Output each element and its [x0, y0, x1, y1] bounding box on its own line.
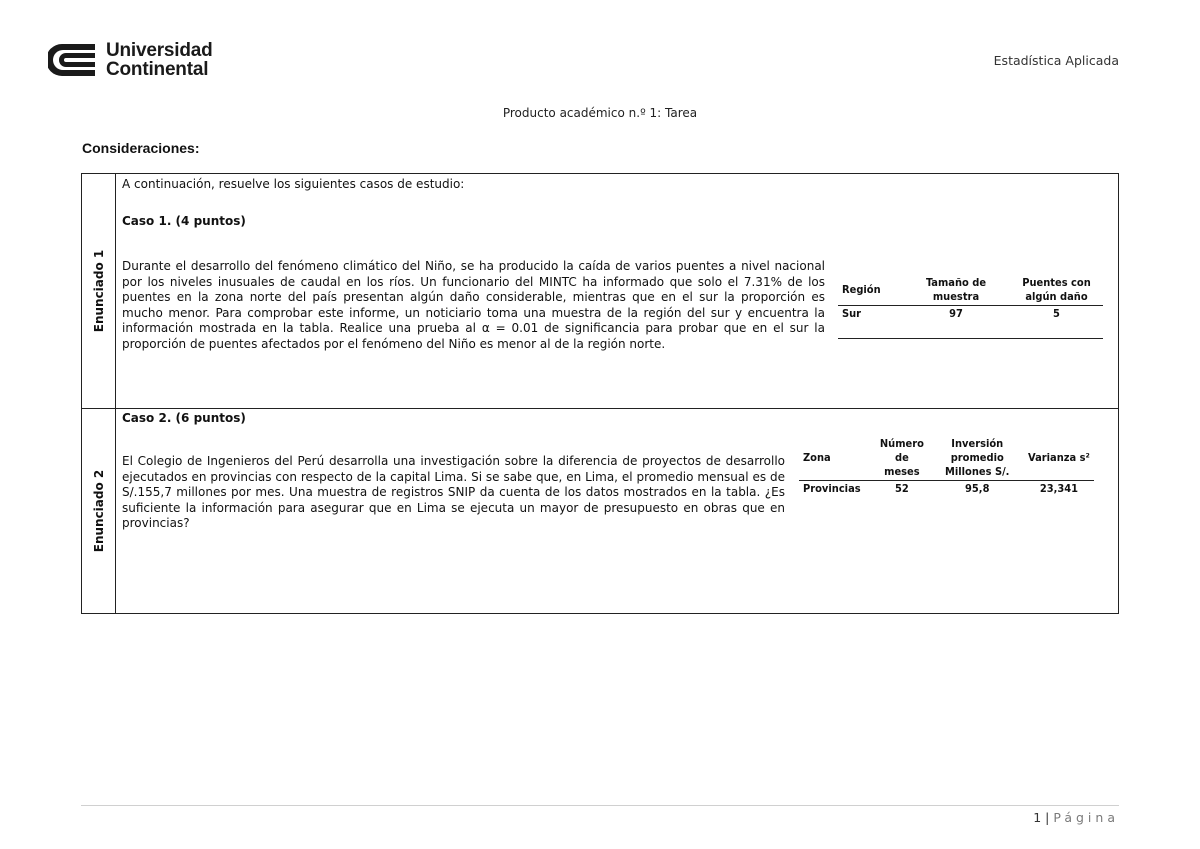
case-1-table — [838, 275, 1103, 339]
footer-separator: | — [1045, 810, 1050, 825]
logo-line-1: Universidad — [106, 40, 213, 61]
page-footer — [1033, 810, 1119, 825]
table-row — [838, 306, 1103, 323]
case-1-text: Durante el desarrollo del fenómeno climático del Niño, se ha producido la caída de varios puentes a nivel nacional por los niveles inusuales de caudal en los ríos. Un funcionario del MINTC ha informado que solo el 7.31% de los puentes en la zona norte del país presentan algún daño considerable, mientras que en el sur la proporción es mucho menor. Para comprobar este informe, un noticiario toma una muestra de la región del sur y encuentra la información mostrada en la tabla. Realice una prueba al α = 0.01 de significancia para probar que en el sur la proporción de puentes afectados por el fenómeno del Niño es menor al de la región norte. — [122, 259, 825, 351]
logo-line-2: Continental — [106, 59, 209, 80]
cell-avg-investment: 95,8 — [965, 482, 990, 495]
page-number: 1 — [1033, 810, 1042, 825]
header-variance: Varianza s² — [1028, 451, 1090, 464]
document-subtitle: Producto académico n.º 1: Tarea — [502, 106, 698, 120]
case-1-table-header — [838, 275, 1103, 306]
enunciado-1-label: Enunciado 1 — [91, 249, 106, 333]
header-sample-size: Tamaño de muestra — [925, 276, 987, 303]
footer-divider — [81, 805, 1119, 806]
intro-text: A continuación, resuelve los siguientes casos de estudio: — [122, 177, 465, 191]
page-word: Página — [1053, 810, 1119, 825]
case-2-table-header — [799, 436, 1094, 481]
case-1-title: Caso 1. (4 puntos) — [122, 214, 246, 228]
cell-damaged-bridges: 5 — [1053, 307, 1060, 320]
table-blank-row — [838, 322, 1103, 339]
header-avg-investment: Inversión promedio Millones S/. — [945, 437, 1010, 478]
cell-region: Sur — [842, 307, 862, 320]
table-row — [799, 481, 1094, 498]
considerations-heading: Consideraciones: — [82, 140, 200, 156]
enunciado-2-label: Enunciado 2 — [91, 469, 106, 553]
enunciado-1-side — [82, 174, 116, 408]
header-months: Número de meses — [879, 437, 924, 478]
cell-months: 52 — [895, 482, 909, 495]
university-logo — [48, 40, 213, 80]
course-name: Estadística Aplicada — [993, 53, 1119, 68]
enunciado-2-row — [82, 409, 1118, 613]
case-2-table — [799, 436, 1094, 497]
cell-zone: Provincias — [803, 482, 861, 495]
cases-table — [81, 173, 1119, 614]
header-damaged-bridges: Puentes con algún daño — [1022, 276, 1091, 303]
case-2-text: El Colegio de Ingenieros del Perú desarrolla una investigación sobre la diferencia de proyectos de desarrollo ejecutados en provincias con respecto de la capital Lima. Si se sabe que, en Lima, el promedio mensual es de S/.155,7 millones por mes. Una muestra de registros SNIP da cuenta de los datos mostrados en la tabla. ¿Es suficiente la información para asegurar que en Lima se ejecuta un mayor de presupuesto en obras que en provincias? — [122, 454, 785, 531]
case-2-title: Caso 2. (6 puntos) — [122, 411, 246, 425]
enunciado-1-row — [82, 174, 1118, 409]
header-region: Región — [842, 283, 881, 296]
enunciado-2-side — [82, 409, 116, 613]
enunciado-2-content — [122, 409, 1118, 613]
cell-variance: 23,341 — [1039, 482, 1079, 495]
cell-sample-size: 97 — [949, 307, 963, 320]
header-zone: Zona — [803, 451, 831, 464]
logo-text — [106, 41, 213, 79]
enunciado-1-content — [122, 174, 1118, 408]
university-logo-icon — [48, 41, 98, 79]
